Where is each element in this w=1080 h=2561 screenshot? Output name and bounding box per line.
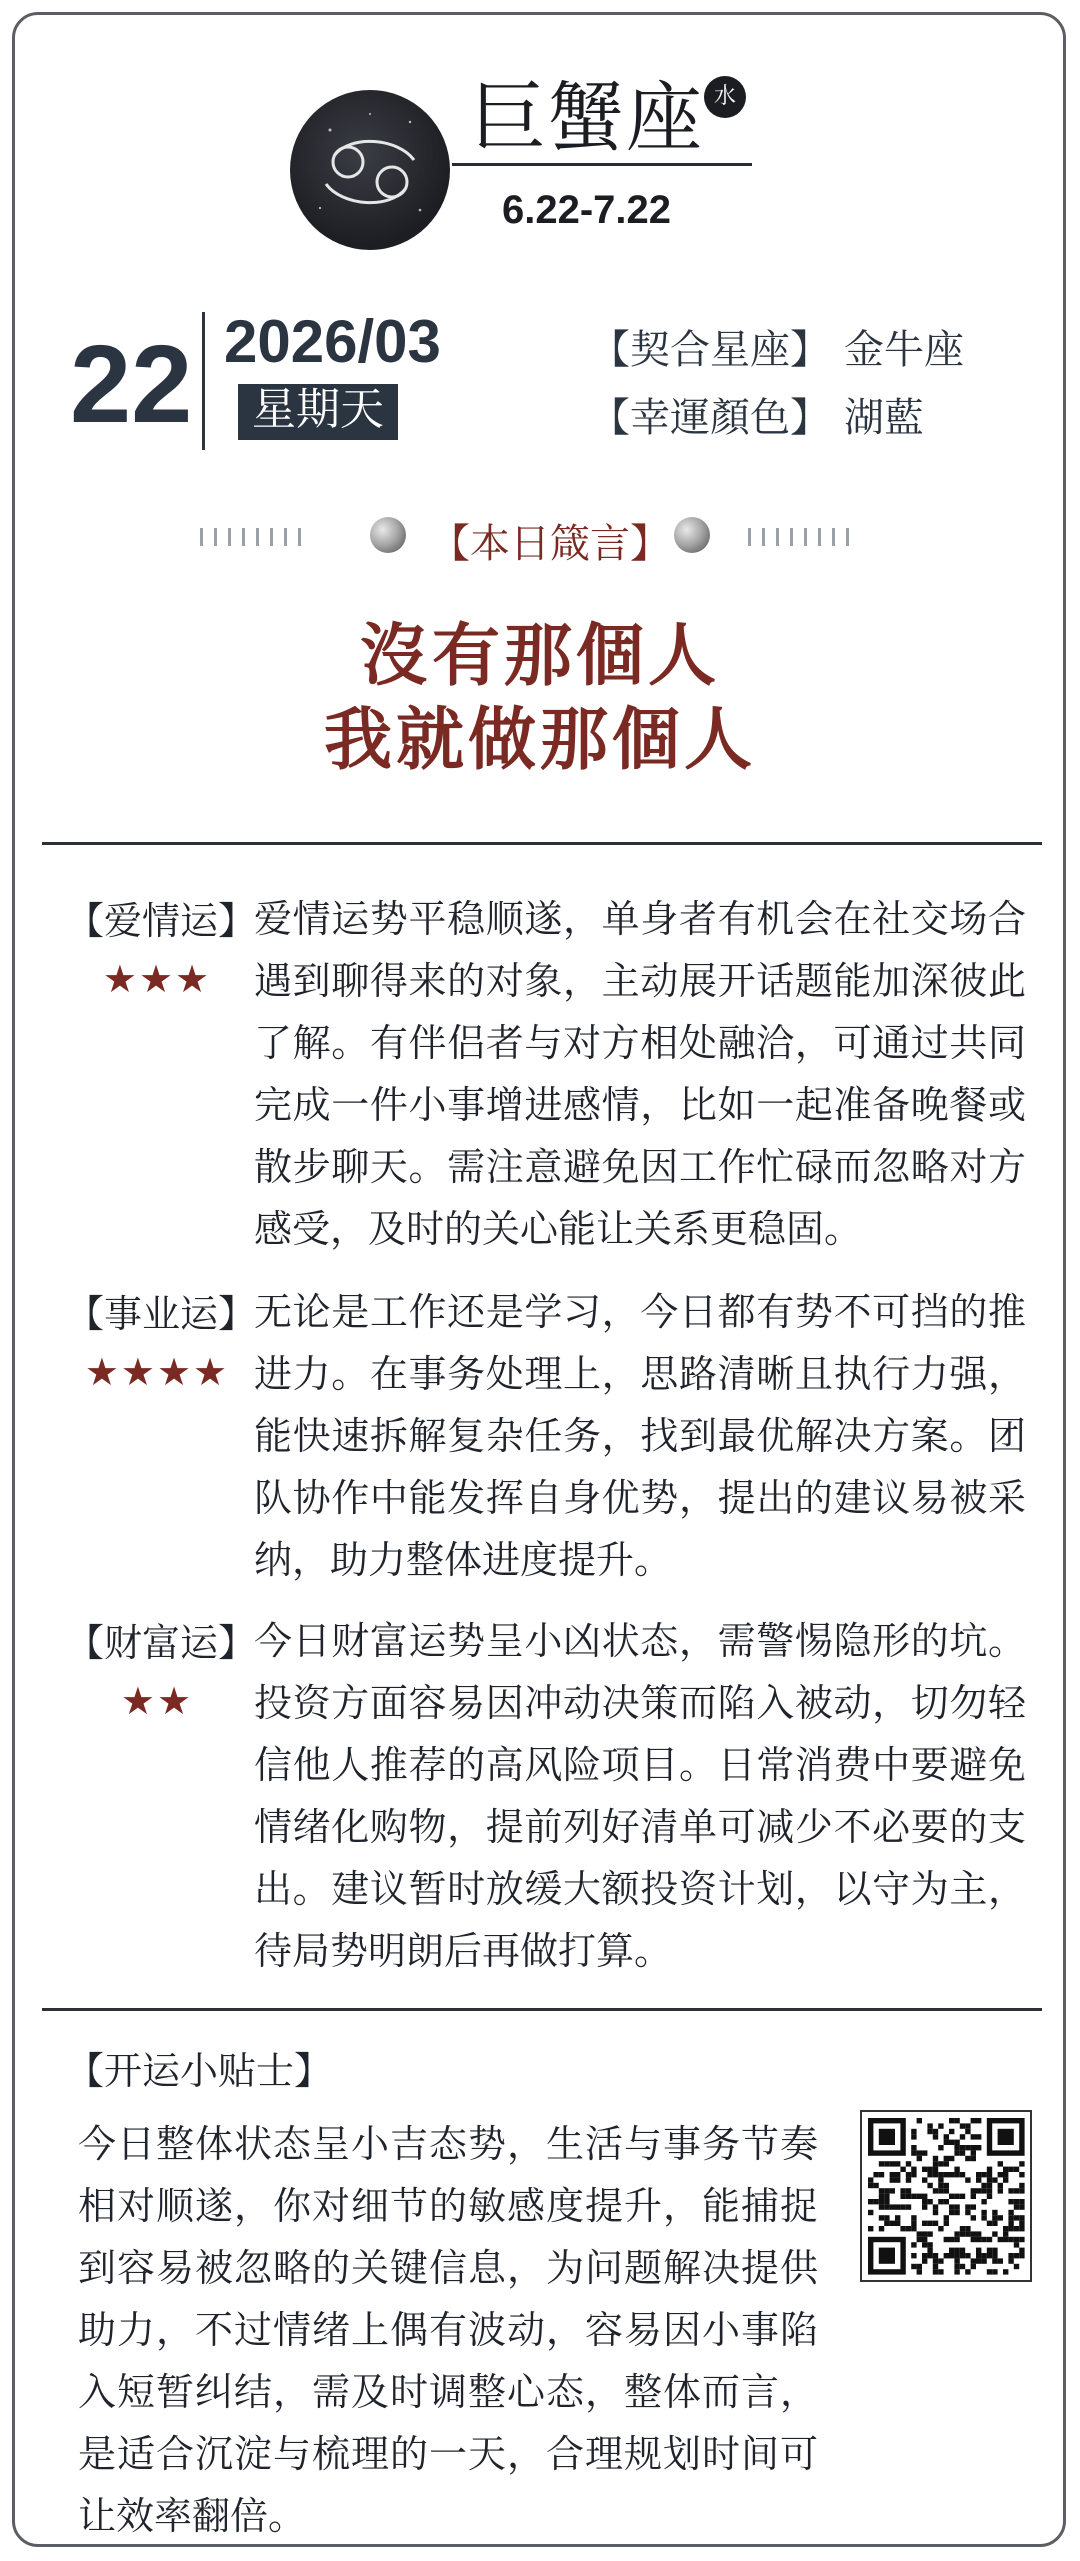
lucky-color-value: 湖藍	[844, 395, 924, 441]
moon-icon	[674, 517, 710, 553]
love-fortune-label: 【爱情运】	[66, 899, 257, 943]
career-fortune-text: 无论是工作还是学习，今日都有势不可挡的推进力。在事务处理上，思路清晰且执行力强，能快速拆解复杂任务，找到最优解决方案。团队协作中能发挥自身优势，提出的建议易被采纳，助力整体进度提升。	[254, 1290, 1026, 1582]
match-sign-value: 金牛座	[844, 327, 964, 373]
wealth-fortune-label: 【财富运】	[66, 1621, 257, 1665]
tips-text: 今日整体状态呈小吉态势，生活与事务节奏相对顺遂，你对细节的敏感度提升，能捕捉到容易被忽略的关键信息，为问题解决提供助力，不过情绪上偶有波动，容易因小事陷入短暂纠结，需及时调整心态，整体而言，是适合沉淀与梳理的一天，合理规划时间可让效率翻倍。	[78, 2122, 818, 2538]
tips-title: 【开运小贴士】	[66, 2049, 333, 2093]
section-divider	[42, 2008, 1042, 2011]
decor-ticks-left	[200, 528, 312, 546]
element-badge: 水	[704, 76, 746, 118]
wealth-rating-stars: ★★	[120, 1679, 194, 1723]
lucky-color-label: 【幸運顏色】	[590, 395, 830, 441]
lucky-color-row	[590, 395, 924, 441]
career-rating-stars: ★★★★	[84, 1350, 230, 1394]
year-month: 2026/03	[224, 308, 441, 375]
title-underline	[452, 163, 752, 166]
weekday-badge: 星期天	[238, 384, 398, 440]
love-fortune-text: 爱情运势平稳顺遂，单身者有机会在社交场合遇到聊得来的对象，主动展开话题能加深彼此了解。有伴侣者与对方相处融洽，可通过共同完成一件小事增进感情，比如一起准备晚餐或散步聊天。需注意避免因工作忙碌而忽略对方感受，及时的关心能让关系更稳固。	[254, 897, 1026, 1251]
day-number: 22	[70, 323, 193, 446]
qr-code-graphic	[862, 2112, 1030, 2280]
match-sign-label: 【契合星座】	[590, 327, 830, 373]
cancer-glyph-icon	[290, 90, 450, 250]
motto-label: 【本日箴言】	[430, 521, 670, 567]
wealth-fortune-text: 今日财富运势呈小凶状态，需警惕隐形的坑。投资方面容易因冲动决策而陷入被动，切勿轻信他人推荐的高风险项目。日常消费中要避免情绪化购物，提前列好清单可减少不必要的支出。建议暂时放缓大额投资计划，以守为主，待局势明朗后再做打算。	[254, 1619, 1026, 1973]
decor-ticks-right	[748, 528, 860, 546]
qr-code[interactable]	[860, 2110, 1032, 2282]
moon-icon	[370, 517, 406, 553]
career-fortune-label: 【事业运】	[66, 1292, 257, 1336]
love-rating-stars: ★★★	[102, 957, 212, 1001]
section-divider	[42, 842, 1042, 845]
motto-line-1: 沒有那個人	[359, 616, 720, 696]
date-divider	[202, 312, 205, 450]
sign-name: 巨蟹座	[470, 73, 704, 162]
motto-line-2: 我就做那個人	[323, 700, 756, 780]
match-sign-row	[590, 327, 964, 373]
sign-date-range: 6.22-7.22	[502, 188, 672, 232]
